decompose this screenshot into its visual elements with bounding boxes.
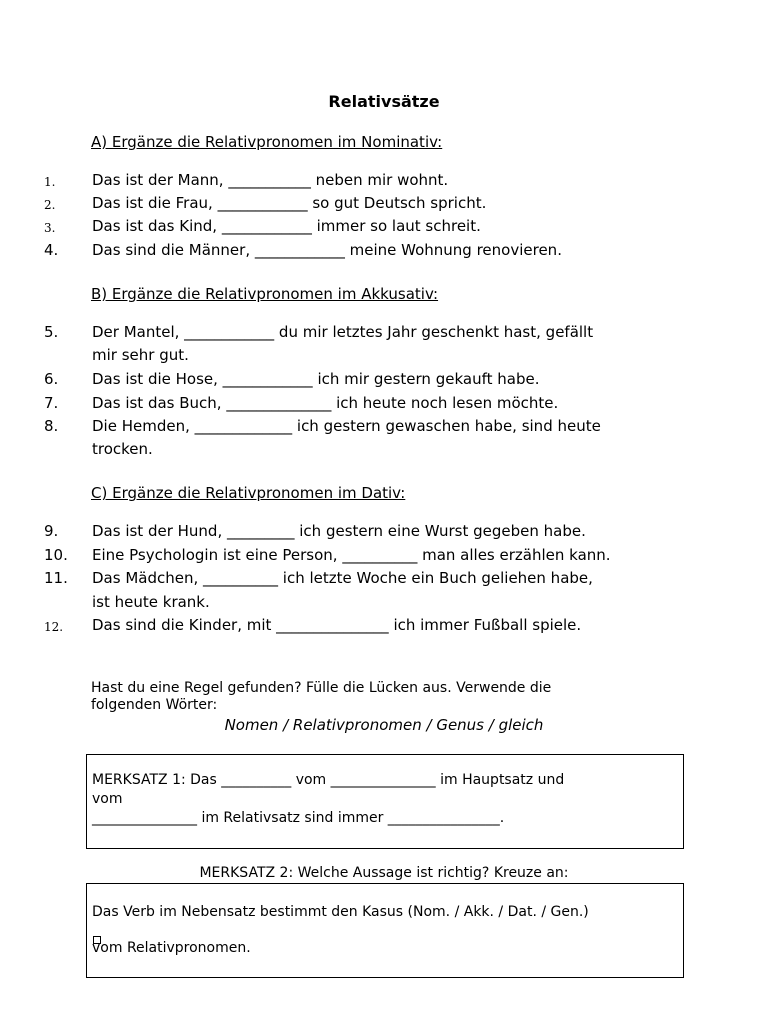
item-number: 3. [44, 221, 56, 235]
item-text: Das ist die Hose, ____________ ich mir gestern gekauft habe. [92, 370, 540, 388]
item-text: Das sind die Kinder, mit _______________ ich immer Fußball spiele. [92, 616, 582, 634]
item-text: Das Mädchen, __________ ich letzte Woche ein Buch geliehen habe, [92, 569, 593, 587]
merksatz-1-line-1 [92, 772, 564, 788]
item-number: 9. [44, 522, 59, 540]
merksatz-2-heading: MERKSATZ 2: Welche Aussage ist richtig? Kreuze an: [199, 865, 569, 881]
item-number: 7. [44, 394, 59, 412]
merksatz-1-label: MERKSATZ 1 [92, 772, 181, 788]
section-b-heading: B) Ergänze die Relativpronomen im Akkusativ: [91, 285, 439, 303]
item-number: 12. [44, 620, 64, 634]
item-text-continued: ist heute krank. [92, 593, 210, 611]
item-text-continued: trocken. [92, 440, 153, 458]
item-number: 6. [44, 370, 59, 388]
section-a-heading: A) Ergänze die Relativpronomen im Nominativ: [91, 133, 443, 151]
item-number: 8. [44, 417, 59, 435]
item-number: 4. [44, 241, 59, 259]
word-bank: Nomen / Relativpronomen / Genus / gleich [224, 716, 544, 734]
item-text: Das ist der Hund, _________ ich gestern eine Wurst gegeben habe. [92, 522, 586, 540]
item-number: 10. [44, 546, 68, 564]
merksatz-2-line-1: Das Verb im Nebensatz bestimmt den Kasus (Nom. / Akk. / Dat. / Gen.) [92, 904, 589, 920]
hint-line-2: folgenden Wörter: [91, 697, 218, 713]
item-text: Der Mantel, ____________ du mir letztes Jahr geschenkt hast, gefällt [92, 323, 594, 341]
item-number: 5. [44, 323, 59, 341]
item-text: Das ist die Frau, ____________ so gut Deutsch spricht. [92, 194, 487, 212]
item-text: Das ist das Kind, ____________ immer so laut schreit. [92, 217, 481, 235]
merksatz-1-text: : Das __________ vom _______________ im Hauptsatz und [180, 772, 565, 788]
item-number: 11. [44, 569, 68, 587]
item-text: Das ist der Mann, ___________ neben mir wohnt. [92, 171, 449, 189]
item-text: Die Hemden, _____________ ich gestern gewaschen habe, sind heute [92, 417, 601, 435]
item-number: 2. [44, 198, 56, 212]
merksatz-2-box [86, 883, 684, 978]
item-text-continued: mir sehr gut. [92, 346, 189, 364]
section-c-heading: C) Ergänze die Relativpronomen im Dativ: [91, 484, 406, 502]
item-number: 1. [44, 175, 56, 189]
item-text: Das ist das Buch, ______________ ich heute noch lesen möchte. [92, 394, 559, 412]
merksatz-2-line-2: vom Relativpronomen. [92, 940, 251, 956]
item-text: Das sind die Männer, ____________ meine Wohnung renovieren. [92, 241, 562, 259]
item-text: Eine Psychologin ist eine Person, __________ man alles erzählen kann. [92, 546, 611, 564]
merksatz-1-box [86, 754, 684, 849]
merksatz-1-line-2: vom [92, 791, 123, 807]
page-title: Relativsätze [328, 92, 440, 111]
hint-line-1: Hast du eine Regel gefunden? Fülle die Lücken aus. Verwende die [91, 680, 552, 696]
merksatz-1-line-3: _______________ im Relativsatz sind immer ________________. [92, 810, 505, 826]
